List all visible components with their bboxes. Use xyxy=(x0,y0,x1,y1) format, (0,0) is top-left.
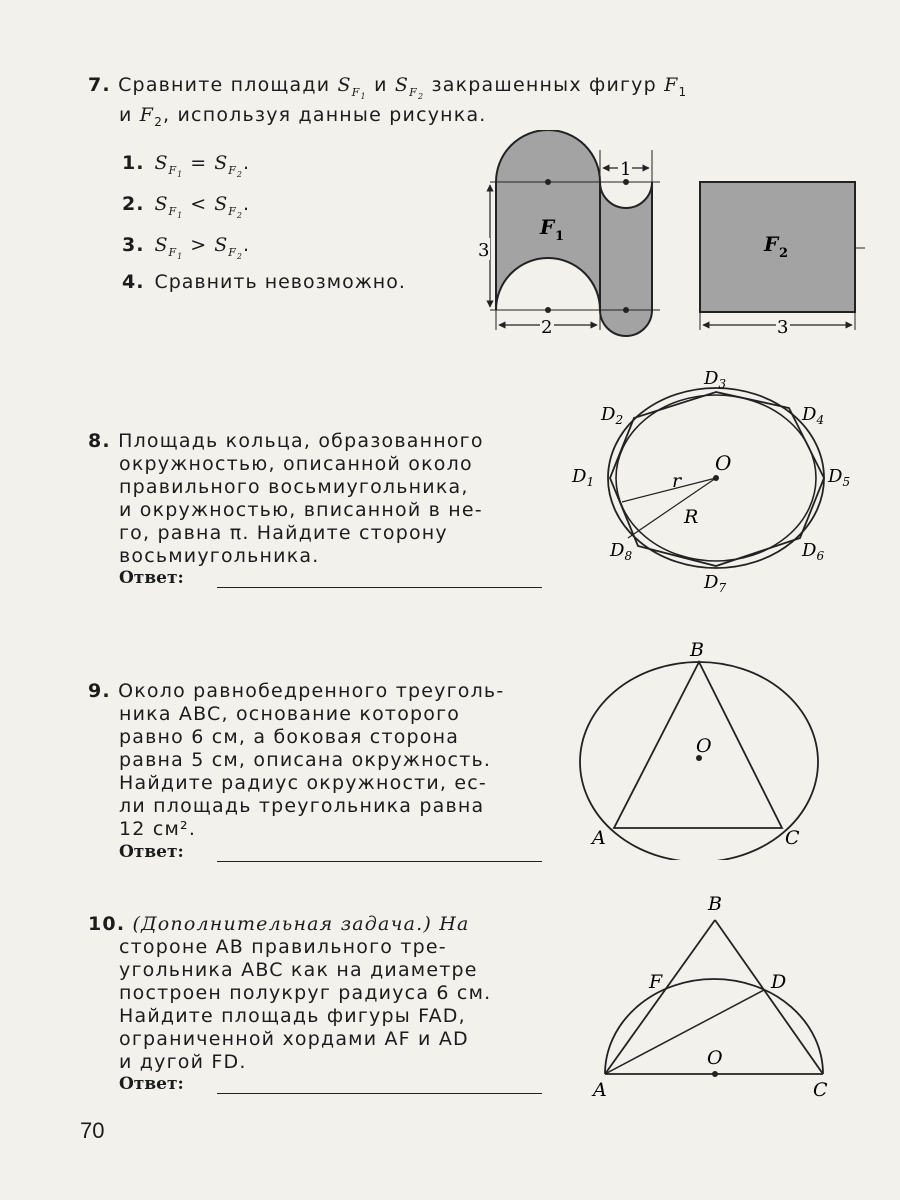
svg-text:2: 2 xyxy=(779,246,789,261)
svg-text:R: R xyxy=(684,506,699,528)
dim-label-3b: 3 xyxy=(777,317,789,338)
f1-label: F xyxy=(540,215,555,239)
point-b: B xyxy=(690,639,704,661)
point-f: F xyxy=(649,971,663,993)
vertex-d5: $D_5$ xyxy=(828,466,851,489)
task-8-answer-line[interactable] xyxy=(217,587,542,588)
task-10-answer-line[interactable] xyxy=(217,1093,542,1094)
task-10-figure xyxy=(585,890,845,1105)
vertex-d8: $D_8$ xyxy=(610,540,633,563)
point-a: A xyxy=(593,1079,607,1101)
dim-label-3: 3 xyxy=(478,240,490,261)
task-9-answer-line[interactable] xyxy=(217,861,542,862)
task-7-option-4: 4. Сравнить невозможно. xyxy=(122,271,406,293)
page-number: 70 xyxy=(80,1118,105,1143)
vertex-d4: $D_4$ xyxy=(802,404,825,427)
point-o: O xyxy=(696,735,712,757)
dim-label-2: 2 xyxy=(541,317,553,338)
svg-text:r: r xyxy=(672,470,682,492)
f2-label: F xyxy=(764,232,779,256)
task-10-text: 10. (Дополнительная задача.) На стороне AB правильного тре- угольника ABC как на диаметре построен полукруг радиуса 6 см. Найдите площадь фигуры FAD, ограниченной хордами AF и AD и дугой FD. xyxy=(88,913,492,1073)
vertex-d6: $D_6$ xyxy=(802,540,825,563)
vertex-d2: $D_2$ xyxy=(601,404,624,427)
point-a: A xyxy=(592,827,606,849)
task-9-answer[interactable]: Ответ: xyxy=(119,842,549,866)
task-8-figure xyxy=(570,370,870,605)
point-o: O xyxy=(707,1047,723,1069)
point-d: D xyxy=(771,971,787,993)
task-7-number: 7. xyxy=(88,74,111,96)
vertex-d7: $D_7$ xyxy=(704,572,727,595)
task-8-text: 8. Площадь кольца, образованного окружностью, описанной около правильного восьмиугольника, и окружностью, вписанной в не- го, равна π. Найдите сторону восьмиугольника. xyxy=(88,430,484,567)
point-b: B xyxy=(708,893,722,915)
vertex-d1: $D_1$ xyxy=(572,466,595,489)
task-9-figure xyxy=(570,630,850,860)
svg-text:1: 1 xyxy=(555,229,565,244)
task-7-option-1: 1. $S_{F_1} = S_{F_2}$. xyxy=(122,152,251,179)
point-c: C xyxy=(813,1079,828,1101)
task-9-text: 9. Около равнобедренного треуголь- ника ABC, основание которого равно 6 см, а боковая сторона равна 5 см, описана окружность. Найдите радиус окружности, ес- ли площадь треугольника равна 12 см². xyxy=(88,680,505,840)
center-o: O xyxy=(715,451,732,475)
point-c: C xyxy=(785,827,800,849)
task-7-figure xyxy=(460,130,880,350)
task-7-text: 7. Сравните площади $S_{F_1}$ и $S_{F_2}$ закрашенных фигур $F_1$ xyxy=(88,74,688,101)
task-7-text-line2: и $F_2$, используя данные рисунка. xyxy=(119,104,487,129)
task-7-option-2: 2. $S_{F_1} < S_{F_2}$. xyxy=(122,193,251,220)
task-10-answer[interactable]: Ответ: xyxy=(119,1074,549,1098)
vertex-d3: $D_3$ xyxy=(704,370,727,391)
task-7-option-3: 3. $S_{F_1} > S_{F_2}$. xyxy=(122,234,251,261)
task-8-answer[interactable]: Ответ: xyxy=(119,568,549,592)
dim-label-1: 1 xyxy=(620,159,632,180)
